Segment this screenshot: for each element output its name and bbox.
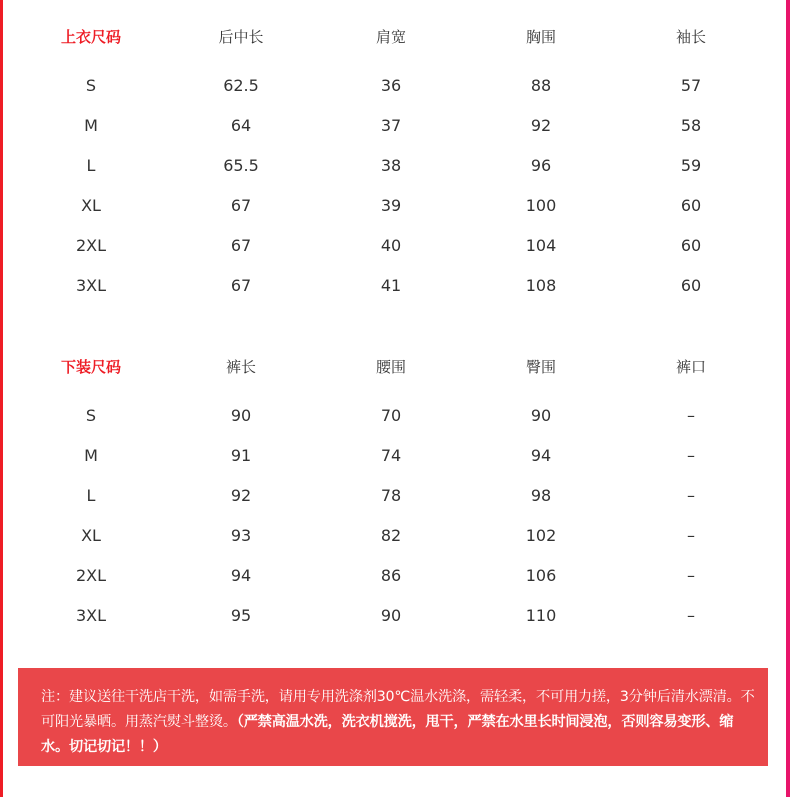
size-cell: XL (81, 525, 101, 545)
value-cell: 57 (680, 75, 702, 95)
table-row (16, 105, 766, 145)
size-cell: M (84, 115, 98, 135)
value-cell: 70 (380, 405, 402, 425)
value-cell: 82 (380, 525, 402, 545)
value-cell: 37 (380, 115, 402, 135)
size-cell: 3XL (75, 605, 107, 625)
value-cell: 60 (680, 235, 702, 255)
table-header-row (16, 346, 766, 386)
size-cell: 2XL (75, 565, 107, 585)
value-cell: 62.5 (223, 75, 259, 95)
value-cell: 91 (230, 445, 252, 465)
value-cell: 95 (230, 605, 252, 625)
value-cell: 36 (380, 75, 402, 95)
care-notice-banner (18, 668, 768, 766)
table-row (16, 595, 766, 635)
bottom-size-table (16, 346, 766, 635)
left-edge-stripe (0, 0, 3, 797)
value-cell: 67 (230, 235, 252, 255)
value-cell: 64 (230, 115, 252, 135)
section-label-bottom: 下装尺码 (60, 357, 121, 376)
value-cell: 106 (525, 565, 557, 585)
top-size-table (16, 16, 766, 305)
column-header: 裤口 (675, 357, 706, 376)
value-cell: 40 (380, 235, 402, 255)
section-label-top: 上衣尺码 (60, 27, 121, 46)
column-header: 臀围 (525, 357, 556, 376)
value-cell: 41 (380, 275, 402, 295)
value-cell: 65.5 (223, 155, 259, 175)
size-cell: L (86, 485, 96, 505)
value-cell: 92 (230, 485, 252, 505)
value-cell: 93 (230, 525, 252, 545)
value-cell: 88 (530, 75, 552, 95)
value-cell: – (687, 445, 695, 465)
column-header: 胸围 (525, 27, 556, 46)
value-cell: – (687, 525, 695, 545)
column-header: 肩宽 (375, 27, 406, 46)
table-row (16, 435, 766, 475)
value-cell: – (687, 605, 695, 625)
value-cell: 90 (230, 405, 252, 425)
size-cell: S (85, 405, 97, 425)
value-cell: 98 (530, 485, 552, 505)
size-cell: 2XL (75, 235, 107, 255)
table-row (16, 395, 766, 435)
value-cell: 39 (380, 195, 402, 215)
value-cell: 67 (230, 195, 252, 215)
value-cell: 60 (680, 195, 702, 215)
value-cell: 74 (380, 445, 402, 465)
table-row (16, 475, 766, 515)
table-row (16, 515, 766, 555)
column-header: 腰围 (375, 357, 406, 376)
value-cell: – (687, 565, 695, 585)
value-cell: 94 (230, 565, 252, 585)
table-row (16, 265, 766, 305)
size-cell: XL (81, 195, 101, 215)
value-cell: 90 (380, 605, 402, 625)
table-header-row (16, 16, 766, 56)
value-cell: 108 (525, 275, 557, 295)
value-cell: 86 (380, 565, 402, 585)
right-edge-stripe (786, 0, 790, 797)
value-cell: 94 (530, 445, 552, 465)
care-notice-warning: （严禁高温水洗，洗衣机搅洗，甩干，严禁在水里长时间浸泡，否则容易变形、缩水。切记切记！！） (41, 714, 734, 755)
size-cell: S (85, 75, 97, 95)
value-cell: 92 (530, 115, 552, 135)
value-cell: 78 (380, 485, 402, 505)
value-cell: 110 (525, 605, 557, 625)
table-row (16, 145, 766, 185)
table-row (16, 225, 766, 265)
value-cell: 104 (525, 235, 557, 255)
care-notice-text: 注：建议送往干洗店干洗，如需手洗，请用专用洗涤剂30℃温水洗涤，需轻柔，不可用力搓，3分钟后清水漂清。不可阳光暴晒。用蒸汽熨斗整烫。 (41, 689, 755, 730)
column-header: 后中长 (218, 27, 264, 46)
size-cell: M (84, 445, 98, 465)
column-header: 袖长 (675, 27, 706, 46)
value-cell: 60 (680, 275, 702, 295)
table-row (16, 65, 766, 105)
value-cell: 102 (525, 525, 557, 545)
value-cell: 100 (525, 195, 557, 215)
value-cell: – (687, 405, 695, 425)
size-cell: 3XL (75, 275, 107, 295)
value-cell: 90 (530, 405, 552, 425)
table-row (16, 185, 766, 225)
value-cell: 38 (380, 155, 402, 175)
value-cell: 58 (680, 115, 702, 135)
value-cell: 96 (530, 155, 552, 175)
table-row (16, 555, 766, 595)
column-header: 裤长 (225, 357, 256, 376)
value-cell: 59 (680, 155, 702, 175)
value-cell: – (687, 485, 695, 505)
size-cell: L (86, 155, 96, 175)
value-cell: 67 (230, 275, 252, 295)
